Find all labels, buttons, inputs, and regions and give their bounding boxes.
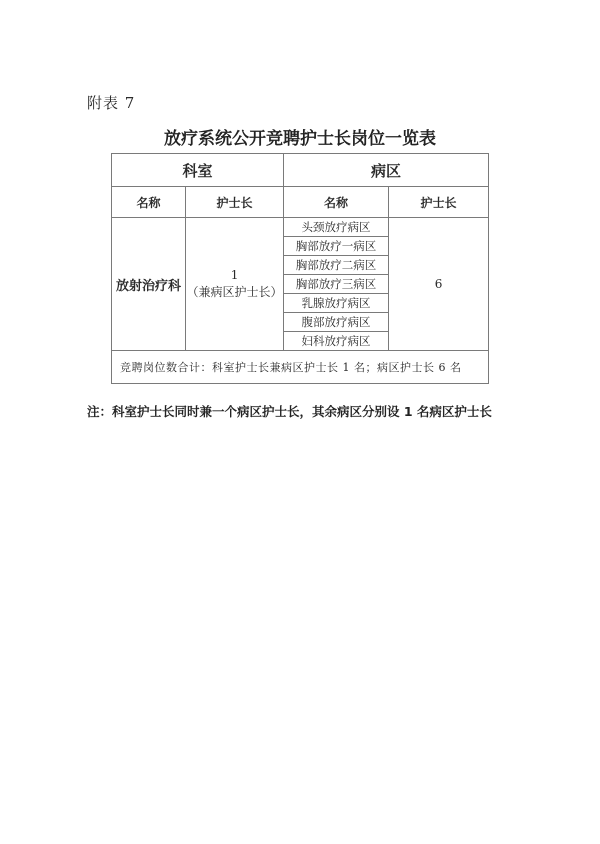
department-head-header: 护士长 <box>186 187 284 218</box>
ward-name-cell: 妇科放疗病区 <box>284 332 389 351</box>
ward-head-count-cell: 6 <box>389 218 489 351</box>
department-name-cell: 放射治疗科 <box>112 218 186 351</box>
ward-head-header: 护士长 <box>389 187 489 218</box>
department-head-count: 1 <box>230 268 239 282</box>
position-total-cell: 竞聘岗位数合计：科室护士长兼病区护士长 1 名；病区护士长 6 名 <box>112 351 489 384</box>
annex-label: 附表 7 <box>87 94 136 112</box>
ward-name-cell: 胸部放疗三病区 <box>284 275 389 294</box>
ward-group-header: 病区 <box>284 154 489 187</box>
head-nurse-position-table <box>111 153 489 384</box>
department-head-cell <box>186 218 284 351</box>
ward-name-header: 名称 <box>284 187 389 218</box>
ward-name-cell: 腹部放疗病区 <box>284 313 389 332</box>
ward-name-cell: 胸部放疗二病区 <box>284 256 389 275</box>
department-group-header: 科室 <box>112 154 284 187</box>
ward-name-cell: 乳腺放疗病区 <box>284 294 389 313</box>
department-name-header: 名称 <box>112 187 186 218</box>
ward-name-cell: 头颈放疗病区 <box>284 218 389 237</box>
department-head-note: （兼病区护士长） <box>186 285 283 299</box>
ward-name-cell: 胸部放疗一病区 <box>284 237 389 256</box>
footnote: 注：科室护士长同时兼一个病区护士长，其余病区分别设 1 名病区护士长 <box>87 404 492 419</box>
document-title: 放疗系统公开竞聘护士长岗位一览表 <box>164 129 436 149</box>
